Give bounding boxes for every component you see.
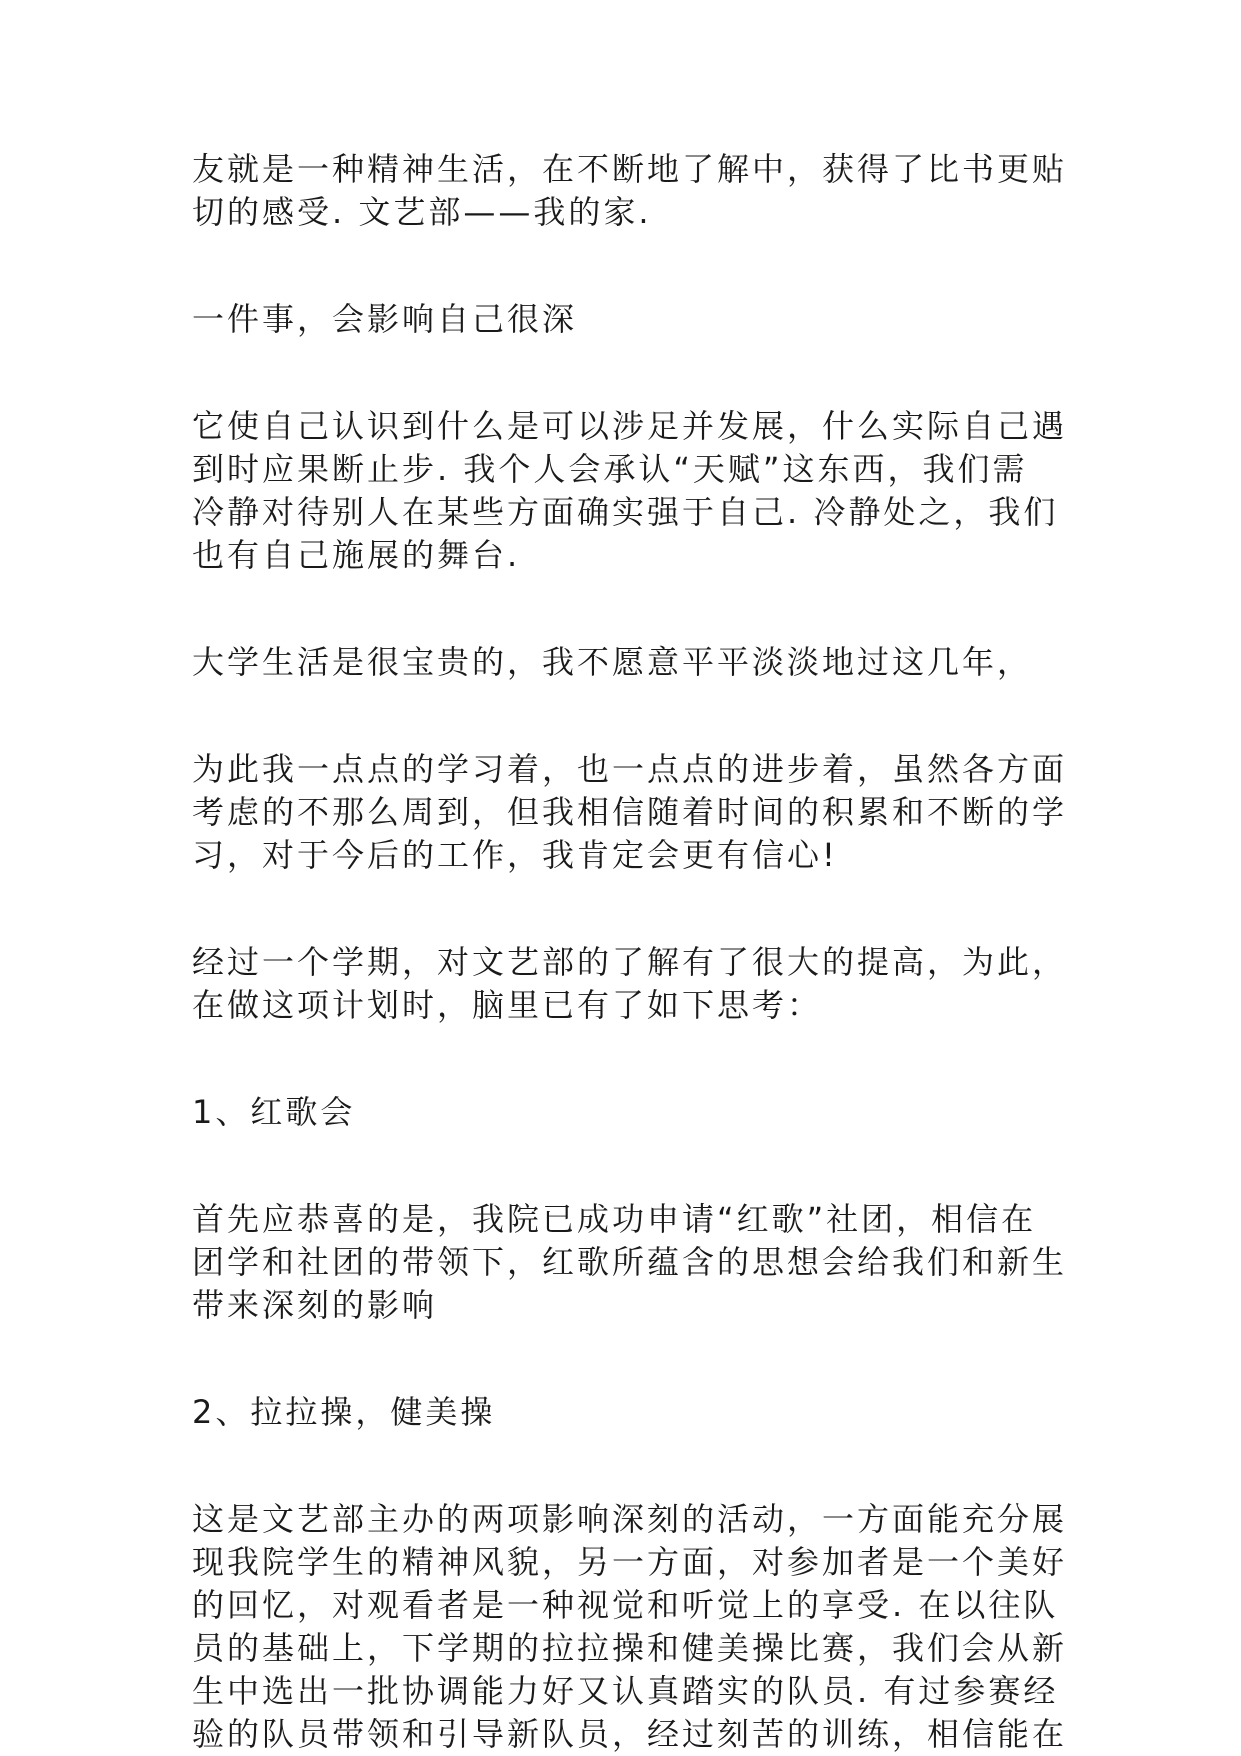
text-line: 团学和社团的带领下，红歌所蕴含的思想会给我们和新生 (192, 1243, 1068, 1281)
paragraph-gap (192, 1434, 1032, 1498)
text-line: 首先应恭喜的是，我院已成功申请“红歌”社团，相信在 (192, 1200, 1037, 1238)
document-body (192, 148, 1068, 1756)
paragraph-gap (192, 341, 1032, 405)
text-line: 一件事，会影响自己很深 (192, 300, 578, 338)
text-line: 切的感受. 文艺部——我的家. (192, 193, 652, 231)
paragraph-gap (192, 234, 1032, 298)
paragraph-gap (192, 1027, 1032, 1091)
text-line: 大学生活是很宝贵的，我不愿意平平淡淡地过这几年， (192, 643, 1033, 681)
text-line: 现我院学生的精神风貌，另一方面，对参加者是一个美好 (192, 1543, 1068, 1581)
paragraph-college-life (192, 641, 1032, 684)
text-line: 友就是一种精神生活，在不断地了解中，获得了比书更贴 (192, 150, 1068, 188)
text-line: 在做这项计划时，脑里已有了如下思考： (192, 986, 823, 1024)
text-line: 它使自己认识到什么是可以涉足并发展，什么实际自己遇 (192, 407, 1068, 445)
text-line: 的回忆，对观看者是一种视觉和听觉上的享受. 在以往队 (192, 1586, 1059, 1624)
text-line: 这是文艺部主办的两项影响深刻的活动，一方面能充分展 (192, 1500, 1068, 1538)
text-line: 为此我一点点的学习着，也一点点的进步着，虽然各方面 (192, 750, 1068, 788)
paragraph-talent (192, 405, 1068, 577)
section-heading-red-song (192, 1091, 1032, 1134)
text-line: 1、红歌会 (192, 1093, 356, 1131)
paragraph-friendship (192, 148, 1068, 234)
paragraph-gap (192, 877, 1032, 941)
paragraph-gap (192, 577, 1032, 641)
text-line: 2、拉拉操，健美操 (192, 1393, 496, 1431)
text-line: 经过一个学期，对文艺部的了解有了很大的提高，为此， (192, 943, 1068, 981)
text-line: 考虑的不那么周到，但我相信随着时间的积累和不断的学 (192, 793, 1068, 831)
paragraph-semester (192, 941, 1068, 1027)
text-line: 到时应果断止步. 我个人会承认“天赋”这东西，我们需 (192, 450, 1028, 488)
text-line: 带来深刻的影响 (192, 1286, 438, 1324)
section-heading-cheerleading (192, 1391, 1032, 1434)
text-line: 冷静对待别人在某些方面确实强于自己. 冷静处之，我们 (192, 493, 1059, 531)
text-line: 员的基础上，下学期的拉拉操和健美操比赛，我们会从新 (192, 1629, 1068, 1667)
paragraph-gap (192, 684, 1032, 748)
paragraph-gap (192, 1327, 1032, 1391)
text-line: 验的队员带领和引导新队员，经过刻苦的训练，相信能在 (192, 1715, 1068, 1753)
text-line: 生中选出一批协调能力好又认真踏实的队员. 有过参赛经 (192, 1672, 1059, 1710)
paragraph-cheerleading (192, 1498, 1068, 1756)
text-line: 也有自己施展的舞台. (192, 536, 521, 574)
paragraph-red-song (192, 1198, 1068, 1327)
paragraph-gap (192, 1134, 1032, 1198)
paragraph-one-thing (192, 298, 1032, 341)
text-line: 习，对于今后的工作，我肯定会更有信心! (192, 836, 838, 874)
paragraph-learning (192, 748, 1068, 877)
